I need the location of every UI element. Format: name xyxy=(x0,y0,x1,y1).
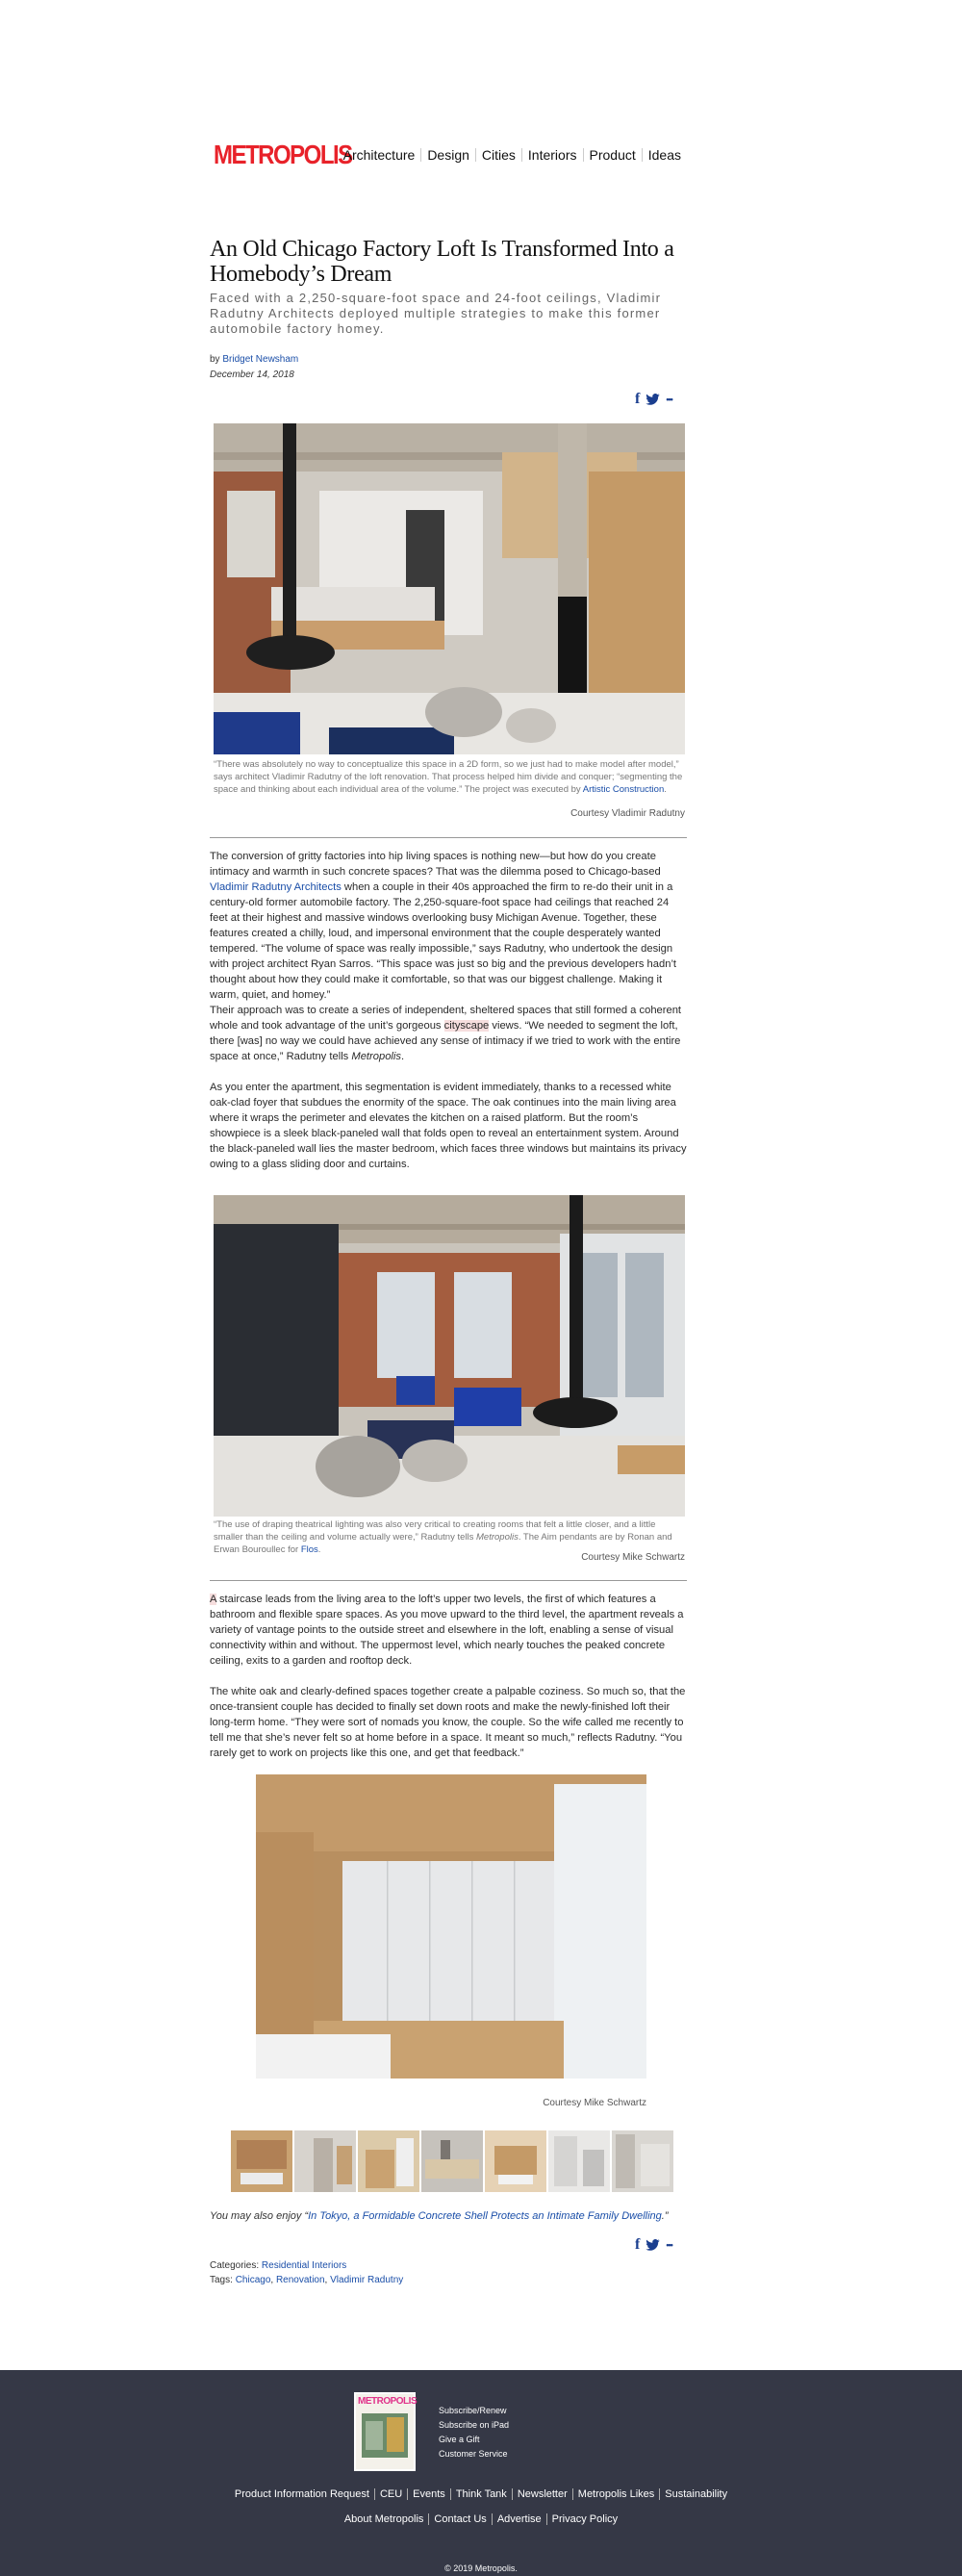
also-enjoy-prefix: You may also enjoy “ xyxy=(210,2210,309,2222)
flos-link[interactable]: Flos xyxy=(300,1544,318,1555)
p1-text-a: The conversion of gritty factories into hip living spaces is nothing new—but how do you create intimacy and warmth in such concrete spaces? That was the dilemma posed to Chicago-based xyxy=(210,851,661,878)
main-nav xyxy=(338,148,687,162)
subscribe-ipad-link[interactable]: Subscribe on iPad xyxy=(439,2420,510,2430)
p2-emphasis: Metropolis xyxy=(351,1051,401,1062)
photo-bedroom xyxy=(256,1774,646,2079)
nav-product[interactable]: Product xyxy=(583,148,642,162)
footer-nav-primary xyxy=(0,2488,962,2500)
figure1-caption-end: . xyxy=(664,784,667,795)
thumbnail-7[interactable] xyxy=(612,2130,673,2192)
byline xyxy=(210,354,298,365)
subscribe-renew-link[interactable]: Subscribe/Renew xyxy=(439,2406,507,2415)
tag-renovation[interactable]: Renovation xyxy=(275,2275,325,2285)
article-title: An Old Chicago Factory Loft Is Transformed Into a Homebody’s Dream xyxy=(210,237,674,287)
p1-text-b: when a couple in their 40s approached the firm to re-do their unit in a century-old former automobile factory. The 2,250-square-foot space had ceilings that reached 24 feet at their highest and massive windows overlooking busy Michigan Avenue. Together, these features created a chilly, loud, and impersonal environment that the couple desperately wanted tempered. “The volume of space was really impossible,” says Radutny, who undertook the design with project architect Ryan Sarros. “This space was just so big and the previous developers hadn’t thought about how they could make it comfortable, so that was our biggest challenge. Making it warm, quiet, and homey.” xyxy=(210,881,677,1001)
paragraph-4 xyxy=(210,1592,687,1669)
p2-text-b: views. “We needed to segment the loft, there [was] no way we could have achieved any sense of intimacy if we tried to work with the entire space at once,” Radutny tells xyxy=(210,1020,681,1062)
thumbnail-4[interactable] xyxy=(421,2130,483,2192)
figure2-caption-emphasis: Metropolis xyxy=(476,1532,519,1543)
footer-sustainability[interactable]: Sustainability xyxy=(659,2488,732,2500)
footer-advertise[interactable]: Advertise xyxy=(492,2513,546,2525)
nav-ideas[interactable]: Ideas xyxy=(642,148,687,162)
divider xyxy=(210,837,687,838)
footer-think-tank[interactable]: Think Tank xyxy=(450,2488,512,2500)
article-subtitle: Faced with a 2,250-square-foot space and 24-foot ceilings, Vladimir Radutny Architects deployed multiple strategies to make this former automobile factory homey. xyxy=(210,291,662,336)
twitter-icon[interactable] xyxy=(646,2239,660,2251)
footer-product-info[interactable]: Product Information Request xyxy=(234,2488,369,2500)
thumbnail-6[interactable] xyxy=(548,2130,610,2192)
thumbnail-5[interactable] xyxy=(485,2130,546,2192)
share-bar-bottom xyxy=(635,2238,672,2252)
nav-interiors[interactable]: Interiors xyxy=(521,148,583,162)
thumbnail-2[interactable] xyxy=(294,2130,356,2192)
thumbnail-3[interactable] xyxy=(358,2130,419,2192)
figure2-caption-text-a: “The use of draping theatrical lighting was also very critical to creating rooms that felt a little closer, and a little smaller than the ceiling and volume actually were,” Radutny tells xyxy=(214,1519,656,1543)
artistic-construction-link[interactable]: Artistic Construction xyxy=(582,784,665,795)
paragraph-5: The white oak and clearly-defined spaces together create a palpable coziness. So much so, that the once-transient couple has decided to finally set down roots and make the newly-finished loft their long-term home. “They were sort of nomads you know, the couple. So the wife called me recently to tell me that she’s never felt so at home before in a space. It meant so much,” reflects Radutny. “You rarely get to work on projects like this one, and get that feedback.” xyxy=(210,1686,686,1759)
taxonomy xyxy=(210,2258,403,2287)
facebook-icon[interactable]: f xyxy=(635,2236,641,2253)
customer-service-link[interactable]: Customer Service xyxy=(439,2449,508,2459)
figure2-caption-text-b: . The Aim pendants are by Ronan and Erwan Bouroullec for xyxy=(214,1532,672,1555)
p4-highlight: A xyxy=(210,1594,216,1605)
footer-events[interactable]: Events xyxy=(407,2488,450,2500)
vladimir-radutny-architects-link[interactable]: Vladimir Radutny Architects xyxy=(210,881,342,893)
facebook-icon[interactable]: f xyxy=(635,391,641,407)
metropolis-logo[interactable]: METROPOLIS xyxy=(214,140,352,170)
publish-date: December 14, 2018 xyxy=(210,370,294,380)
figure3-credit: Courtesy Mike Schwartz xyxy=(543,2098,646,2108)
copyright: © 2019 Metropolis. xyxy=(444,2563,518,2573)
tag-chicago[interactable]: Chicago xyxy=(235,2275,271,2285)
also-enjoy-link[interactable]: In Tokyo, a Formidable Concrete Shell Protects an Intimate Family Dwelling xyxy=(308,2210,662,2222)
divider-2 xyxy=(210,1580,687,1581)
twitter-icon[interactable] xyxy=(646,394,660,405)
footer-privacy[interactable]: Privacy Policy xyxy=(546,2513,622,2525)
figure1-caption xyxy=(214,758,685,796)
figure2-credit: Courtesy Mike Schwartz xyxy=(581,1552,685,1563)
paragraph-2 xyxy=(210,1003,687,1064)
photo-living-room xyxy=(214,1195,685,1517)
figure1-caption-text: “There was absolutely no way to conceptualize this space in a 2D form, so we just had to make model after model,” says architect Vladimir Radutny of the loft renovation. That process helped him divide and conquer; “segmenting the space and thinking about each individual area of the volume.” The project was executed by xyxy=(214,759,683,795)
more-share-icon[interactable]: ••• xyxy=(666,2240,672,2250)
footer-nav-secondary xyxy=(0,2513,962,2525)
author-link[interactable]: Bridget Newsham xyxy=(222,354,299,365)
figure1-credit: Courtesy Vladimir Radutny xyxy=(570,808,685,819)
nav-cities[interactable]: Cities xyxy=(475,148,521,162)
cover-logo: METROPOLIS xyxy=(358,2396,418,2407)
also-enjoy-suffix: .” xyxy=(661,2210,669,2222)
figure2-caption-end: . xyxy=(317,1544,321,1555)
categories-row xyxy=(210,2258,403,2273)
site-header xyxy=(210,135,687,173)
thumbnail-1[interactable] xyxy=(231,2130,292,2192)
category-link[interactable]: Residential Interiors xyxy=(261,2260,347,2271)
categories-label: Categories: xyxy=(210,2260,262,2271)
nav-architecture[interactable]: Architecture xyxy=(342,147,416,163)
paragraph-1 xyxy=(210,849,687,1003)
more-share-icon[interactable]: ••• xyxy=(666,395,672,404)
footer-about[interactable]: About Metropolis xyxy=(343,2513,424,2525)
give-gift-link[interactable]: Give a Gift xyxy=(439,2435,480,2444)
byline-prefix: by xyxy=(210,354,223,365)
p4-text: staircase leads from the living area to the loft’s upper two levels, the first of which features a bathroom and flexible spare spaces. As you move upward to the third level, the apartment reveals a variety of vantage points to the outside street and elsewhere in the loft, enabling a sense of visual connectivity within and without. The uppermost level, which nearly touches the peaked concrete ceiling, exits to a garden and rooftop deck. xyxy=(210,1594,684,1667)
site-footer xyxy=(0,2370,962,2576)
p2-text-c: . xyxy=(401,1051,405,1062)
p2-highlight: cityscape xyxy=(443,1020,490,1032)
tags-label: Tags: xyxy=(210,2275,236,2285)
share-bar-top xyxy=(635,393,672,406)
tags-row: Tags: Chicago, Renovation, Vladimir Radutny xyxy=(210,2275,404,2285)
footer-metropolis-likes[interactable]: Metropolis Likes xyxy=(572,2488,659,2500)
footer-ceu[interactable]: CEU xyxy=(374,2488,407,2500)
tag-vladimir-radutny[interactable]: Vladimir Radutny xyxy=(330,2275,404,2285)
gallery-thumbnails xyxy=(231,2130,673,2192)
photo-loft-living xyxy=(214,423,685,754)
nav-design[interactable]: Design xyxy=(420,148,475,162)
paragraph-3: As you enter the apartment, this segmentation is evident immediately, thanks to a recessed white oak-clad foyer that subdues the enormity of the space. The oak continues into the main living area where it wraps the perimeter and elevates the kitchen on a raised platform. But the room’s showpiece is a sleek black-paneled wall that folds open to reveal an entertainment system. Around the black-paneled wall lies the master bedroom, which faces three windows but maintains its privacy owing to a glass sliding door and curtains. xyxy=(210,1082,687,1170)
p2-text-a: Their approach was to create a series of independent, sheltered spaces that still formed a coherent whole and took advantage of the unit’s gorgeous xyxy=(210,1005,682,1032)
footer-subscribe-links xyxy=(439,2404,509,2461)
footer-contact[interactable]: Contact Us xyxy=(428,2513,491,2525)
also-enjoy xyxy=(210,2210,669,2222)
figure2-caption xyxy=(214,1518,685,1556)
footer-newsletter[interactable]: Newsletter xyxy=(512,2488,572,2500)
magazine-cover[interactable] xyxy=(354,2392,416,2471)
